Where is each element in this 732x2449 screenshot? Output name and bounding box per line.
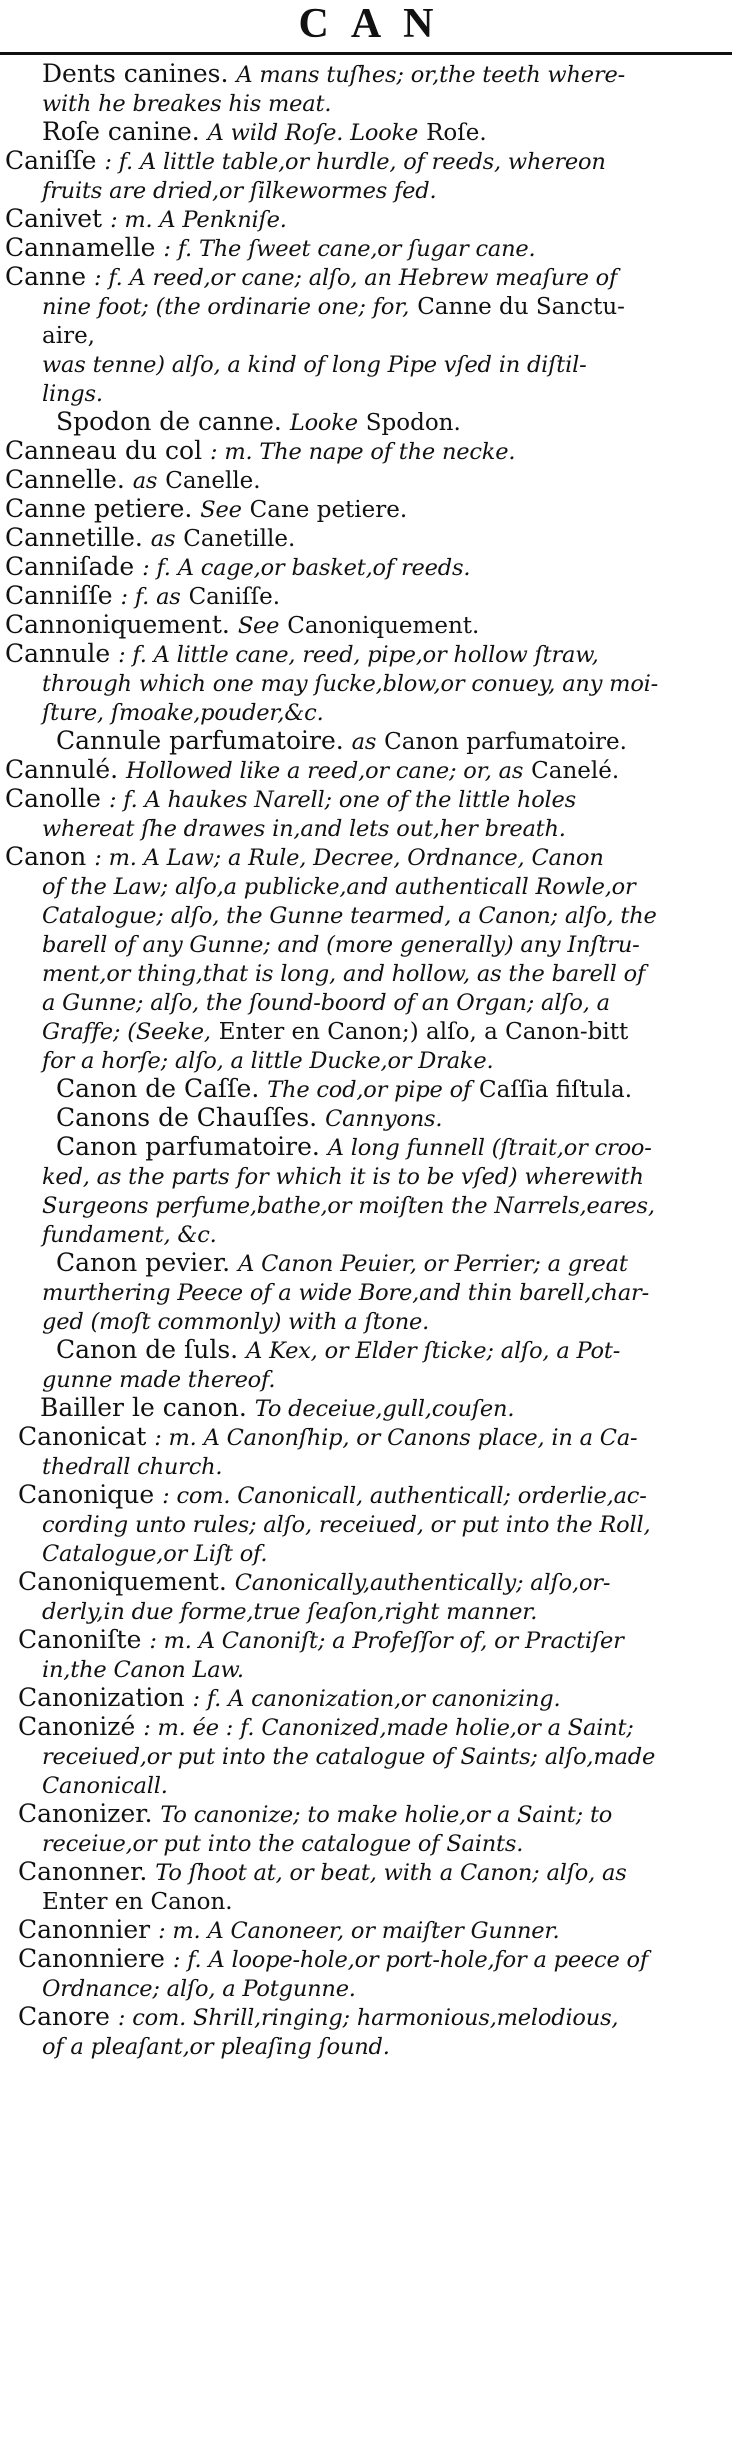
entry-line [0, 872, 720, 901]
definition: cording unto rules; alſo, receiued, or put into the Roll, [42, 1512, 651, 1538]
entry-line [0, 60, 720, 89]
entry-line [0, 669, 720, 698]
definition: of the Law; alſo,a publicke,and authenticall Rowle,or [42, 874, 636, 900]
entry-line [0, 1278, 720, 1307]
definition: To canonize; to make holie,or a Saint; to [160, 1802, 613, 1828]
definition: Canonically,authentically; alſo,or- [234, 1570, 611, 1596]
entry-line [0, 524, 720, 553]
entry-line [0, 843, 720, 872]
entry-line [0, 1307, 720, 1336]
definition: receiue,or put into the catalogue of Saints. [42, 1831, 524, 1857]
headword: Canon de Caſſe. [56, 1074, 260, 1103]
headword: Canonizé [18, 1712, 136, 1741]
definition: with he breakes his meat. [42, 91, 332, 117]
entry-line [0, 379, 720, 408]
definition: A mans tuſhes; or,the teeth where- [236, 62, 625, 88]
entry-list [0, 60, 720, 2061]
headword: Cannulé. [5, 755, 119, 784]
headword: Canoniquement. [18, 1567, 227, 1596]
entry-line [0, 1829, 720, 1858]
definition: thedrall church. [42, 1454, 223, 1480]
entry-line [0, 1887, 720, 1916]
definition: whereat ſhe drawes in,and lets out,her breath. [42, 816, 566, 842]
entry-line [0, 1017, 720, 1046]
entry-line [0, 785, 720, 814]
headword: Cannule parfumatoire. [56, 726, 344, 755]
definition: : com. Canonicall, authenticall; orderlie,ac- [162, 1483, 647, 1509]
entry-line [0, 466, 720, 495]
definition: : f. A loope-hole,or port-hole,for a peece of [172, 1947, 648, 1973]
entry-line [0, 582, 720, 611]
roman-text: Canne du Sanctu- [417, 294, 625, 320]
definition: fruits are dried,or ſilkewormes fed. [42, 178, 437, 204]
definition: Catalogue,or Liſt of. [42, 1541, 268, 1567]
definition: A long funnell (ſtrait,or croo- [327, 1135, 652, 1161]
headword: Cannule [5, 639, 111, 668]
definition: murthering Peece of a wide Bore,and thin barell,char- [42, 1280, 650, 1306]
roman-text: Caſſia fiſtula. [479, 1077, 633, 1103]
entry-line [0, 147, 720, 176]
entry-line [0, 1597, 720, 1626]
definition: : m. A Canoneer, or maiſter Gunner. [158, 1918, 560, 1944]
entry-line [0, 292, 720, 321]
headword: Canolle [5, 784, 101, 813]
entry-line [0, 1539, 720, 1568]
definition: : f. A cage,or basket,of reeds. [142, 555, 471, 581]
definition: nine foot; (the ordinarie one; for, [42, 294, 410, 320]
entry-line [0, 640, 720, 669]
entry-line [0, 1075, 720, 1104]
definition: : m. ée : f. Canonized,made holie,or a Saint; [143, 1715, 634, 1741]
headword: Canivet [5, 204, 103, 233]
entry-line [0, 1568, 720, 1597]
definition: Canonicall. [42, 1773, 168, 1799]
headword: Spodon de canne. [56, 407, 282, 436]
entry-line [0, 1104, 720, 1133]
definition: : f. as [120, 584, 181, 610]
definition: Ordnance; alſo, a Potgunne. [42, 1976, 356, 2002]
headword: Canon parfumatoire. [56, 1132, 320, 1161]
definition: receiued,or put into the catalogue of Saints; alſo,made [42, 1744, 656, 1770]
entry-line [0, 1394, 720, 1423]
definition: fundament, &c. [42, 1222, 217, 1248]
headword: Canonization [18, 1683, 185, 1712]
roman-text: Canon parfumatoire. [384, 729, 627, 755]
entry-line [0, 1191, 720, 1220]
entry-line [0, 1423, 720, 1452]
definition: : f. A canonization,or canonizing. [192, 1686, 561, 1712]
definition: derly,in due forme,true ſeaſon,right manner. [42, 1599, 538, 1625]
roman-text: aire, [42, 323, 95, 349]
entry-line [0, 263, 720, 292]
roman-text: Canoniquement. [287, 613, 480, 639]
entry-line [0, 495, 720, 524]
headword: Roſe canine. [42, 117, 200, 146]
entry-line [0, 959, 720, 988]
header-rule [0, 52, 732, 55]
definition: : f. A little cane, reed, pipe,or hollow ſtraw, [118, 642, 599, 668]
entry-line [0, 1365, 720, 1394]
definition: : m. A Penkniſe. [110, 207, 287, 233]
entry-line [0, 437, 720, 466]
definition: Looke [289, 410, 358, 436]
entry-line [0, 1800, 720, 1829]
definition: ſture, ſmoake,pouder,&c. [42, 700, 324, 726]
headword: Canne [5, 262, 87, 291]
entry-line [0, 234, 720, 263]
definition: : f. The ſweet cane,or ſugar cane. [163, 236, 536, 262]
entry-line [0, 553, 720, 582]
definition: as [150, 526, 176, 552]
definition: See [200, 497, 242, 523]
headword: Canonique [18, 1480, 155, 1509]
entry-line [0, 1249, 720, 1278]
entry-line [0, 814, 720, 843]
entry-line [0, 176, 720, 205]
definition: A Kex, or Elder ſticke; alſo, a Pot- [246, 1338, 621, 1364]
roman-text: Spodon. [365, 410, 461, 436]
entry-line [0, 321, 720, 350]
headword: Canonniere [18, 1944, 165, 1973]
entry-line [0, 1684, 720, 1713]
definition: Graffe; (Seeke, [42, 1019, 211, 1045]
headword: Dents canines. [42, 59, 229, 88]
definition: Cannyons. [325, 1106, 443, 1132]
entry-line [0, 901, 720, 930]
definition: ment,or thing,that is long, and hollow, as the barell of [42, 961, 646, 987]
entry-line [0, 1336, 720, 1365]
headword: Cannoniquement. [5, 610, 230, 639]
headword: Cannamelle [5, 233, 156, 262]
headword: Canoniſte [18, 1625, 142, 1654]
definition: a Gunne; alſo, the ſound-boord of an Organ; alſo, a [42, 990, 610, 1016]
entry-line [0, 2003, 720, 2032]
definition: Hollowed like a reed,or cane; or, as [126, 758, 524, 784]
definition: A wild Roſe. Looke [207, 120, 419, 146]
headword: Canon [5, 842, 87, 871]
definition: : f. A haukes Narell; one of the little holes [108, 787, 577, 813]
entry-line [0, 1133, 720, 1162]
entry-line [0, 698, 720, 727]
definition: : com. Shrill,ringing; harmonious,melodious, [117, 2005, 619, 2031]
entry-line [0, 1713, 720, 1742]
definition: as [132, 468, 158, 494]
headword: Bailler le canon. [40, 1393, 247, 1422]
page-header: CAN [298, 1, 456, 47]
entry-line [0, 1945, 720, 1974]
entry-line [0, 89, 720, 118]
definition: : m. The nape of the necke. [210, 439, 516, 465]
definition: A Canon Peuier, or Perrier; a great [238, 1251, 628, 1277]
entry-line [0, 408, 720, 437]
roman-text: Caniſſe. [188, 584, 281, 610]
entry-line [0, 756, 720, 785]
definition: in,the Canon Law. [42, 1657, 244, 1683]
definition: : f. A little table,or hurdle, of reeds, whereon [104, 149, 606, 175]
definition: To deceiue,gull,couſen. [254, 1396, 515, 1422]
entry-line [0, 611, 720, 640]
headword: Canniſade [5, 552, 135, 581]
definition: Catalogue; alſo, the Gunne tearmed, a Canon; alſo, the [42, 903, 657, 929]
entry-line [0, 1916, 720, 1945]
entry-line [0, 1771, 720, 1800]
headword: Caniſſe [5, 146, 97, 175]
entry-line [0, 988, 720, 1017]
headword: Canons de Chauſſes. [56, 1103, 318, 1132]
entry-line [0, 1510, 720, 1539]
definition: Surgeons perfume,bathe,or moiſten the Narrels,eares, [42, 1193, 655, 1219]
headword: Canon pevier. [56, 1248, 231, 1277]
roman-text: Canetille. [183, 526, 296, 552]
entry-line [0, 118, 720, 147]
headword: Canniſſe [5, 581, 113, 610]
entry-line [0, 1162, 720, 1191]
entry-line [0, 1742, 720, 1771]
definition: for a horſe; alſo, a little Ducke,or Drake. [42, 1048, 494, 1074]
roman-text: Enter en Canon;) alſo, a Canon-bitt [218, 1019, 629, 1045]
headword: Canneau du col [5, 436, 203, 465]
entry-line [0, 350, 720, 379]
headword: Cannelle. [5, 465, 125, 494]
entry-line [0, 1452, 720, 1481]
entry-line [0, 1974, 720, 2003]
roman-text: Canelé. [531, 758, 620, 784]
definition: as [351, 729, 377, 755]
definition: lings. [42, 381, 103, 407]
entry-line [0, 1481, 720, 1510]
definition: ked, as the parts for which it is to be vſed) wherewith [42, 1164, 644, 1190]
entry-line [0, 930, 720, 959]
roman-text: Roſe. [426, 120, 487, 146]
entry-line [0, 727, 720, 756]
entry-line [0, 1220, 720, 1249]
definition: ged (moſt commonly) with a ſtone. [42, 1309, 430, 1335]
headword: Canonnier [18, 1915, 151, 1944]
entry-line [0, 1655, 720, 1684]
entry-line [0, 1046, 720, 1075]
definition: See [237, 613, 280, 639]
definition: gunne made thereof. [42, 1367, 276, 1393]
entry-line [0, 1858, 720, 1887]
definition: To ſhoot at, or beat, with a Canon; alſo, as [155, 1860, 627, 1886]
definition: : m. A Canoniſt; a Profeſſor of, or Practiſer [149, 1628, 624, 1654]
definition: barell of any Gunne; and (more generally) any Inſtru- [42, 932, 640, 958]
definition: through which one may ſucke,blow,or conuey, any moi- [42, 671, 659, 697]
headword: Canonner. [18, 1857, 148, 1886]
definition: : f. A reed,or cane; alſo, an Hebrew meaſure of [93, 265, 618, 291]
roman-text: Canelle. [165, 468, 261, 494]
entry-line [0, 205, 720, 234]
headword: Cannetille. [5, 523, 143, 552]
headword: Canonizer. [18, 1799, 153, 1828]
roman-text: Cane petiere. [249, 497, 408, 523]
definition: of a pleaſant,or pleaſing ſound. [42, 2034, 390, 2060]
headword: Canon de ſuls. [56, 1335, 239, 1364]
entry-line [0, 1626, 720, 1655]
definition: was tenne) alſo, a kind of long Pipe vſed in diſtil- [42, 352, 587, 378]
definition: : m. A Law; a Rule, Decree, Ordnance, Canon [94, 845, 604, 871]
headword: Canore [18, 2002, 110, 2031]
roman-text: Enter en Canon. [42, 1889, 233, 1915]
definition: The cod,or pipe of [267, 1077, 472, 1103]
definition: : m. A Canonſhip, or Canons place, in a Ca- [154, 1425, 638, 1451]
headword: Canne petiere. [5, 494, 193, 523]
headword: Canonicat [18, 1422, 147, 1451]
entry-line [0, 2032, 720, 2061]
